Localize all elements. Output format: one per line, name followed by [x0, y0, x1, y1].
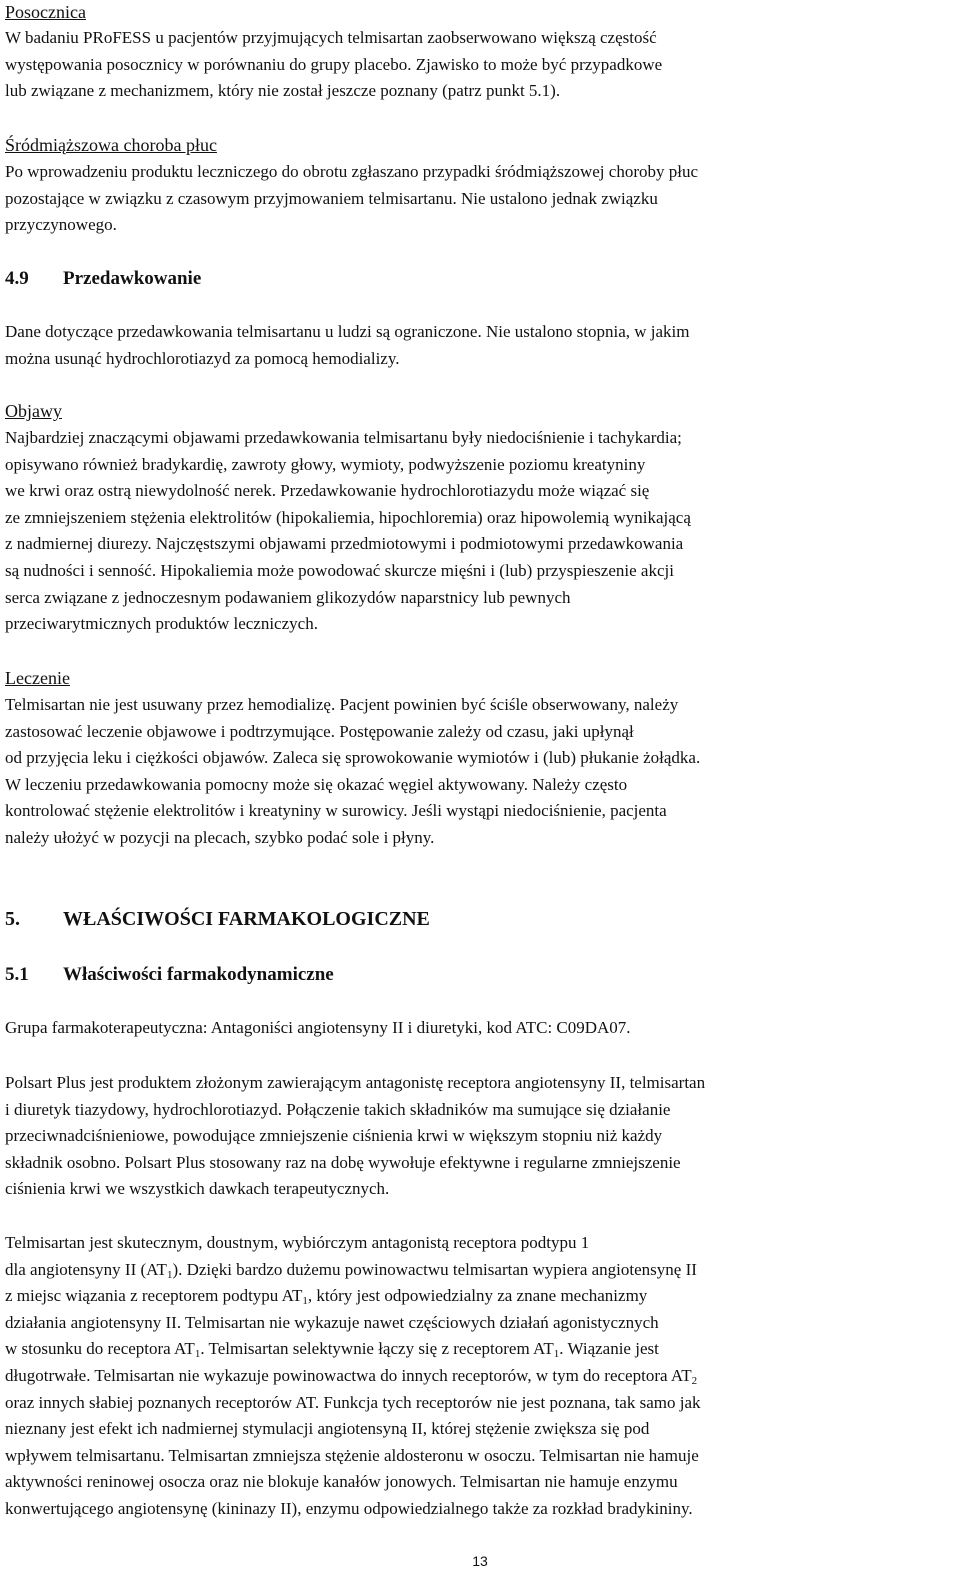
subscript: 1: [553, 1348, 560, 1361]
telmisartan-paragraph: [5, 1230, 958, 1523]
sepsis-paragraph: [5, 25, 958, 105]
section-title: Właściwości farmakodynamiczne: [63, 964, 334, 985]
section-number: 5.: [5, 908, 20, 930]
subscript: 1: [302, 1295, 308, 1308]
text-line: we krwi oraz ostrą niewydolność nerek. Przedawkowanie hydrochlorotiazydu może wiązać się: [5, 481, 650, 501]
text-line: składnik osobno. Polsart Plus stosowany raz na dobę wywołuje efektywne i regularne zmniejszenie: [5, 1152, 681, 1172]
page-number: 13: [472, 1553, 488, 1569]
sepsis-title: Posocznica: [5, 2, 86, 22]
text-line: Telmisartan nie jest usuwany przez hemodializę. Pacjent powinien być ściśle obserwowany, należy: [5, 695, 679, 714]
treatment-title: Leczenie: [5, 668, 70, 688]
text-line: opisywano również bradykardię, zawroty głowy, wymioty, podwyższenie poziomu kreatyniny: [5, 454, 646, 474]
text-fragment: z miejsc wiązania z receptorem podtypu AT: [5, 1286, 303, 1306]
text-fragment: długotrwałe. Telmisartan nie wykazuje powinowactwa do innych receptorów, w tym do receptora AT: [5, 1365, 692, 1385]
text-line: [5, 1257, 958, 1284]
text-fragment: dla angiotensyny II (AT: [5, 1259, 167, 1279]
text-line: Po wprowadzeniu produktu leczniczego do obrotu zgłaszano przypadki śródmiąższowej choroby płuc: [5, 162, 699, 181]
text-line: konwertującego angiotensynę (kininazy II), enzymu odpowiedzialnego także za rozkład bradykininy.: [5, 1498, 693, 1518]
text-line: Telmisartan jest skutecznym, doustnym, wybiórczym antagonistą receptora podtypu 1: [5, 1233, 590, 1252]
text-line: ze zmniejszeniem stężenia elektrolitów (hipokaliemia, hipochloremia) oraz hipowolemią wynikającą: [5, 507, 691, 527]
section-title: Przedawkowanie: [63, 268, 202, 289]
section5-heading: [5, 906, 958, 933]
text-line: występowania posocznicy w porównaniu do grupy placebo. Zjawisko to może być przypadkowe: [5, 54, 663, 74]
text-fragment: ). Dzięki bardzo dużemu powinowactwu telmisartan wypiera angiotensynę II: [172, 1259, 697, 1279]
text-line: działania angiotensyny II. Telmisartan nie wykazuje nawet częściowych działań agonistycznych: [5, 1312, 659, 1332]
text-line: Najbardziej znaczącymi objawami przedawkowania telmisartanu były niedociśnienie i tachykardia;: [5, 428, 682, 447]
text-line: zastosować leczenie objawowe i podtrzymujące. Postępowanie zależy od czasu, jaki upłynął: [5, 721, 634, 741]
symptoms-title: Objawy: [5, 401, 62, 421]
text-line: przeciwnadciśnieniowe, powodujące zmniejszenie ciśnienia krwi w większym stopniu niż każdy: [5, 1126, 663, 1146]
section51-heading: [5, 962, 958, 989]
overdose-heading: [5, 266, 958, 293]
text-line: przyczynowego.: [5, 215, 117, 235]
text-fragment: . Wiązanie jest: [559, 1339, 659, 1359]
text-line: W leczeniu przedawkowania pomocny może się okazać węgiel aktywowany. Należy często: [5, 774, 628, 794]
text-line: przeciwarytmicznych produktów leczniczych.: [5, 614, 318, 634]
atc-paragraph: [5, 1015, 958, 1042]
ild-title: Śródmiąższowa choroba płuc: [5, 135, 217, 155]
text-line: z nadmiernej diurezy. Najczęstszymi objawami przedmiotowymi i podmiotowymi przedawkowania: [5, 534, 684, 554]
treatment-paragraph: [5, 692, 958, 852]
text-line: [5, 1336, 958, 1363]
text-line: aktywności reninowej osocza oraz nie blokuje kanałów jonowych. Telmisartan nie hamuje enzymu: [5, 1472, 678, 1492]
text-line: W badaniu PRoFESS u pacjentów przyjmujących telmisartan zaobserwowano większą częstość: [5, 28, 657, 47]
text-line: ciśnienia krwi we wszystkich dawkach terapeutycznych.: [5, 1179, 390, 1199]
subscript: 2: [691, 1374, 698, 1387]
text-line: [5, 1283, 958, 1310]
symptoms-paragraph: [5, 425, 958, 638]
text-fragment: , który jest odpowiedzialny za znane mechanizmy: [307, 1286, 648, 1306]
text-line: można usunąć hydrochlorotiazyd za pomocą hemodializy.: [5, 348, 400, 368]
text-line: należy ułożyć w pozycji na plecach, szybko podać sole i płyny.: [5, 827, 435, 847]
polsart-paragraph: [5, 1070, 958, 1203]
overdose-paragraph: [5, 319, 958, 372]
text-line: wpływem telmisartanu. Telmisartan zmniejsza stężenie aldosteronu w osoczu. Telmisartan nie hamuje: [5, 1445, 699, 1465]
subscript: 1: [166, 1268, 173, 1281]
text-line: [5, 1363, 958, 1390]
text-line: lub związane z mechanizmem, który nie został jeszcze poznany (patrz punkt 5.1).: [5, 81, 561, 101]
section-title: WŁAŚCIWOŚCI FARMAKOLOGICZNE: [63, 908, 430, 930]
text-line: oraz innych słabiej poznanych receptorów AT. Funkcja tych receptorów nie jest poznana, tak samo jak: [5, 1392, 701, 1412]
ild-paragraph: [5, 159, 958, 239]
text-line: nieznany jest efekt ich nadmiernej stymulacji angiotensyną II, której stężenie zwiększa się pod: [5, 1419, 650, 1439]
text-line: Grupa farmakoterapeutyczna: Antagoniści angiotensyny II i diuretyki, kod ATC: C09DA07.: [5, 1018, 631, 1037]
text-fragment: w stosunku do receptora AT: [5, 1339, 195, 1359]
text-fragment: . Telmisartan selektywnie łączy się z receptorem AT: [200, 1339, 554, 1359]
text-line: kontrolować stężenie elektrolitów i kreatyniny w surowicy. Jeśli wystąpi niedociśnienie, pacjenta: [5, 801, 667, 821]
text-line: Polsart Plus jest produktem złożonym zawierającym antagonistę receptora angiotensyny II, telmisartan: [5, 1073, 706, 1092]
text-line: serca związane z jednoczesnym podawaniem glikozydów naparstnicy lub pewnych: [5, 587, 571, 607]
text-line: od przyjęcia leku i ciężkości objawów. Zaleca się sprowokowanie wymiotów i (lub) płukanie żołądka.: [5, 748, 701, 768]
text-line: pozostające w związku z czasowym przyjmowaniem telmisartanu. Nie ustalono jednak związku: [5, 188, 658, 208]
section-number: 4.9: [5, 268, 29, 289]
text-line: i diuretyk tiazydowy, hydrochlorotiazyd. Połączenie takich składników ma sumujące się działanie: [5, 1099, 671, 1119]
subscript: 1: [194, 1348, 201, 1361]
text-line: są nudności i senność. Hipokaliemia może powodować skurcze mięśni i (lub) przyspieszenie akcji: [5, 560, 674, 580]
text-line: Dane dotyczące przedawkowania telmisartanu u ludzi są ograniczone. Nie ustalono stopnia, w jakim: [5, 322, 690, 341]
section-number: 5.1: [5, 964, 29, 985]
